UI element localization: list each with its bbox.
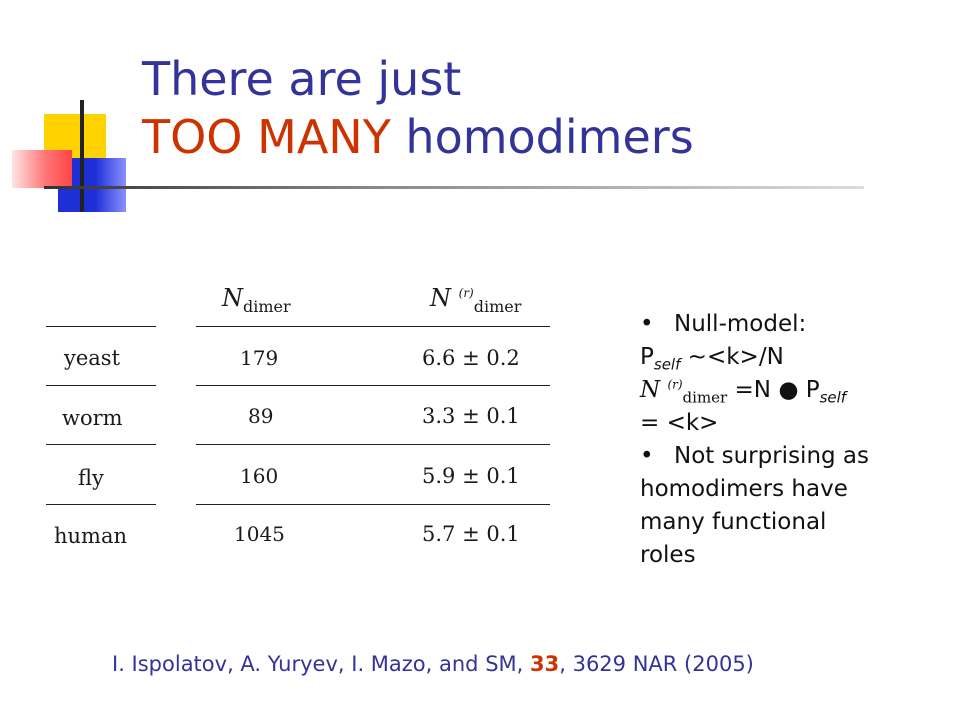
slide-title [142,50,694,166]
title-line-2 [142,108,694,166]
bullet-list [640,308,940,572]
col-header-n-dimer: $N_{dimer}$ [222,284,291,316]
logo-vertical-line [80,100,84,212]
col-header-n-random-dimer: N $^{(r)}_{dimer}$ [430,284,522,316]
bullet-dot: • [640,443,654,469]
table-rule [196,504,550,505]
p-self-formula: $P_{self}$ ~<k>/N [640,344,784,374]
n-dimer-value: 1045 [234,522,285,546]
n-dimer-formula: N $^{(r)}_{dimer}$ =N ● $P_{self}$ [640,377,847,407]
bullet-item-null-model: • Null-model: [640,308,940,341]
table-rule [46,504,156,505]
table-rule [196,385,550,386]
citation: I. Ispolatov, A. Yuryev, I. Mazo, and SM, 33, 3629 NAR (2005) [112,652,754,676]
bullet-continuation: many functional [640,509,827,535]
equals-k-formula: = <k> [640,410,719,436]
n-dimer-value: 89 [248,404,274,428]
table-rule [46,444,156,445]
n-random-value: 5.7 ± 0.1 [422,522,520,546]
n-dimer-value: 160 [240,464,279,488]
citation-volume: 33 [530,652,560,676]
bullet-continuation: homodimers have [640,476,848,502]
row-label: worm [62,406,123,430]
title-underline [44,186,864,189]
title-line-1: There are just [142,52,462,106]
row-label: human [54,524,128,548]
n-dimer-value: 179 [240,346,279,370]
table-rule [46,385,156,386]
bullet-dot: • [640,311,654,337]
n-random-value: 6.6 ± 0.2 [422,346,520,370]
n-random-value: 5.9 ± 0.1 [422,464,520,488]
table-rule [46,326,156,327]
logo-red-square [12,150,72,188]
n-random-value: 3.3 ± 0.1 [422,404,520,428]
bullet-item-not-surprising: • Not surprising as [640,440,940,473]
bullet-continuation: roles [640,542,696,568]
row-label: fly [78,466,104,490]
table-rule [196,444,550,445]
row-label: yeast [64,346,121,370]
table-rule [196,326,550,327]
title-accent: TOO MANY [142,110,391,164]
title-rest: homodimers [390,110,694,164]
